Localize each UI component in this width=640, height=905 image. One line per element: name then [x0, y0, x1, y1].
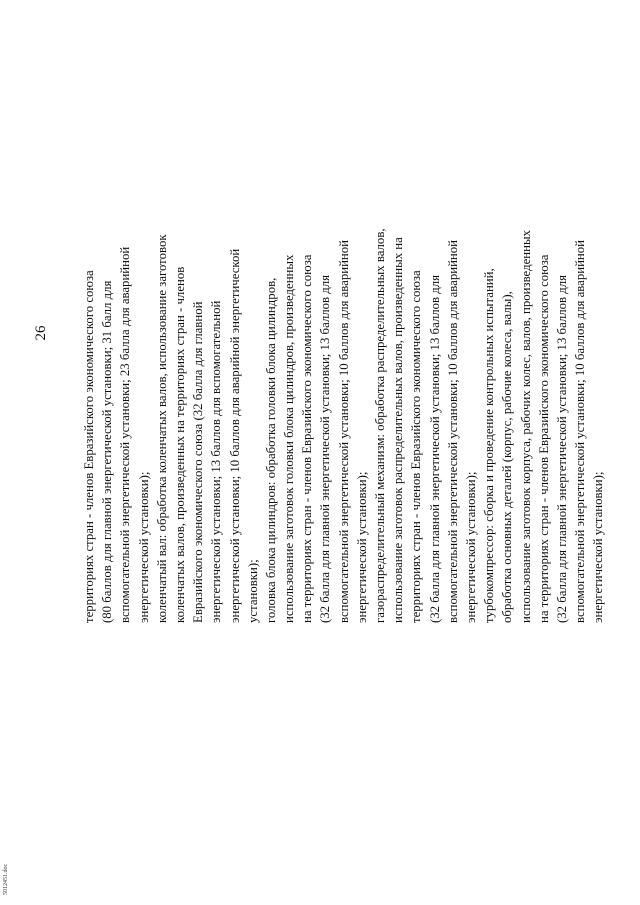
document-id-footer: 5012451.doc — [3, 863, 9, 895]
text-line: использование заготовок корпуса, рабочих колес, валов, произведенных — [518, 230, 533, 623]
text-line: на территориях стран - членов Евразийского экономического союза — [536, 254, 551, 623]
text-line: Евразийского экономического союза (32 балла для главной — [191, 301, 206, 623]
text-line: (80 баллов для главной энергетической установки; 31 балл для — [100, 280, 115, 623]
text-line: энергетической установки); — [136, 471, 151, 623]
text-line: вспомогательной энергетической установки; 10 баллов для аварийной — [445, 239, 460, 623]
text-line: (32 балла для главной энергетической установки; 13 баллов для — [427, 274, 442, 623]
text-line: энергетической установки; 10 баллов для аварийной энергетической — [227, 248, 242, 623]
text-line: использование заготовок распределительных валов, произведенных на — [391, 237, 406, 623]
rotated-text-block — [33, 43, 606, 623]
text-line: установки); — [245, 559, 260, 623]
text-line: головка блока цилиндров: обработка головки блока цилиндров, — [263, 277, 278, 623]
text-line: энергетической установки); — [591, 471, 606, 623]
text-line: энергетической установки; 13 баллов для вспомогательной — [209, 300, 224, 623]
text-line: вспомогательной энергетической установки; 10 баллов для аварийной — [336, 239, 351, 623]
text-line: коленчатый вал: обработка коленчатых валов, использование заготовок — [154, 234, 169, 623]
body-text — [80, 43, 607, 623]
text-line: обработка основных деталей (корпус, рабочие колеса, валы), — [500, 291, 515, 623]
text-line: использование заготовок головки блока цилиндров, произведенных — [282, 254, 297, 623]
text-line: коленчатых валов, произведенных на территориях стран - членов — [172, 266, 187, 623]
text-line: территориях стран - членов Евразийского экономического союза — [409, 270, 424, 623]
text-line: на территориях стран - членов Евразийского экономического союза — [300, 254, 315, 623]
rotated-content — [33, 43, 606, 623]
text-line: (32 балла для главной энергетической установки; 13 баллов для — [554, 274, 569, 623]
text-line: турбокомпрессор: сборка и проведение контрольных испытаний, — [482, 268, 497, 623]
text-line: вспомогательной энергетической установки; 10 баллов для аварийной — [573, 239, 588, 623]
text-line: вспомогательной энергетической установки; 23 балла для аварийной — [118, 246, 133, 623]
text-line: газораспределительный механизм: обработка распределительных валов, — [373, 228, 387, 623]
text-line: энергетической установки); — [354, 471, 369, 623]
page-number: 26 — [33, 325, 49, 341]
text-line: энергетической установки); — [463, 471, 478, 623]
text-line: (32 балла для главной энергетической установки; 13 баллов для — [318, 274, 333, 623]
text-line: территориях стран - членов Евразийского экономического союза — [82, 270, 96, 623]
